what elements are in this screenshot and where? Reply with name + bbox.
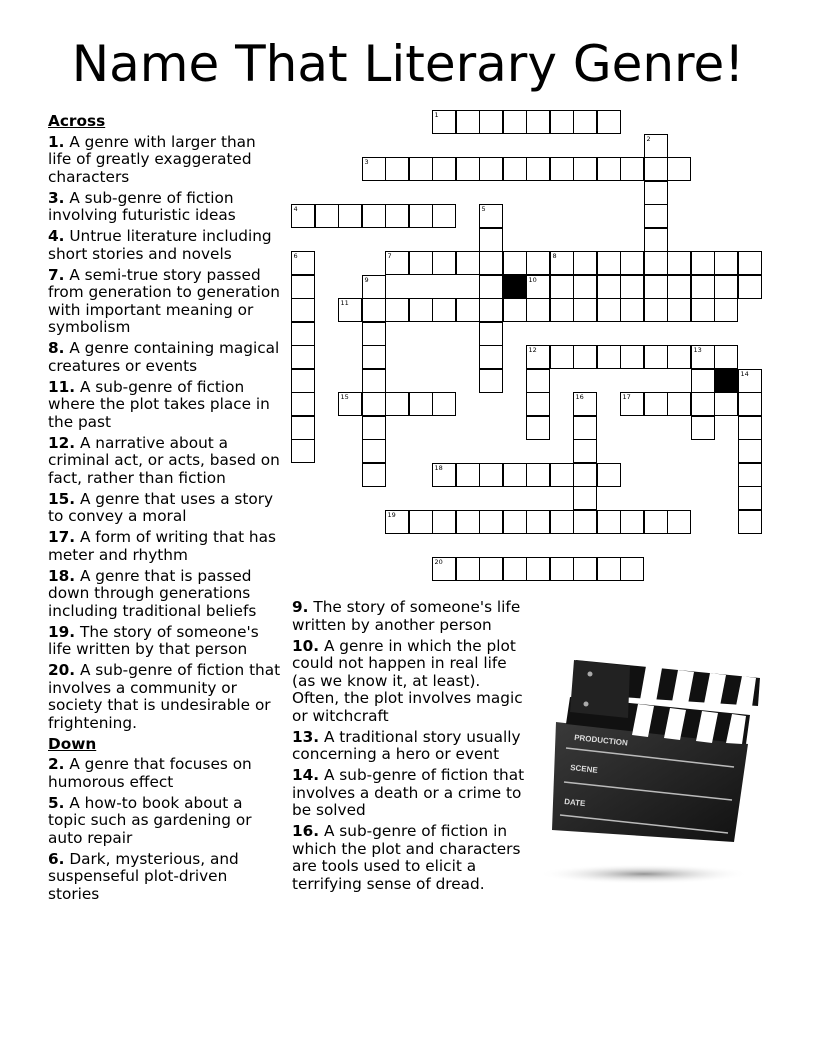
clue-number: 14. <box>292 766 320 784</box>
clue-number: 10. <box>292 636 320 655</box>
grid-cell[interactable] <box>550 275 574 299</box>
grid-cell[interactable] <box>479 557 503 581</box>
grid-cell[interactable] <box>550 557 574 581</box>
grid-cell[interactable] <box>291 322 315 346</box>
across-heading: Across <box>48 112 106 130</box>
grid-cell[interactable] <box>409 392 433 416</box>
grid-cell[interactable] <box>714 392 738 416</box>
cell-number: 17 <box>622 393 631 401</box>
clue-number: 3. <box>48 188 65 207</box>
grid-cell[interactable] <box>362 298 386 322</box>
grid-cell[interactable] <box>573 439 597 463</box>
down-heading: Down <box>48 734 97 753</box>
clue-text: A sub-genre of fiction where the plot takes place in the past <box>48 377 270 431</box>
grid-cell[interactable] <box>291 369 315 393</box>
grid-cell[interactable] <box>456 251 480 275</box>
grid-cell[interactable] <box>479 251 503 275</box>
grid-cell[interactable] <box>550 345 574 369</box>
grid-cell[interactable] <box>644 392 668 416</box>
across-clue <box>48 491 282 526</box>
grid-cell[interactable] <box>691 392 715 416</box>
grid-cell[interactable] <box>526 110 550 134</box>
grid-cell[interactable] <box>291 345 315 369</box>
grid-cell[interactable] <box>620 251 644 275</box>
clue-text: A traditional story usually concerning a hero or event <box>292 727 521 763</box>
across-clue <box>48 340 282 375</box>
grid-cell[interactable] <box>409 251 433 275</box>
grid-cell[interactable] <box>714 298 738 322</box>
grid-cell[interactable] <box>456 298 480 322</box>
grid-cell[interactable] <box>315 204 339 228</box>
grid-cell[interactable] <box>362 392 386 416</box>
clue-text: A genre with larger than life of greatly exaggerated characters <box>48 132 256 186</box>
grid-cell[interactable] <box>409 204 433 228</box>
grid-cell[interactable] <box>526 298 550 322</box>
clue-text: A genre that uses a story to convey a moral <box>48 489 274 525</box>
clue-text: The story of someone's life written by that person <box>48 622 259 658</box>
grid-cell[interactable] <box>526 416 550 440</box>
grid-cell[interactable] <box>738 463 762 487</box>
grid-cell[interactable] <box>620 557 644 581</box>
grid-cell[interactable] <box>550 110 574 134</box>
across-clue <box>48 529 282 564</box>
clue-text: A genre that focuses on humorous effect <box>48 755 252 791</box>
grid-cell[interactable] <box>526 275 550 299</box>
cell-number: 3 <box>364 158 369 166</box>
black-cell <box>503 275 527 299</box>
clue-number: 11. <box>48 377 76 396</box>
grid-cell[interactable] <box>338 392 362 416</box>
grid-cell[interactable] <box>503 510 527 534</box>
grid-cell[interactable] <box>644 134 668 158</box>
grid-cell[interactable] <box>738 486 762 510</box>
grid-cell[interactable] <box>573 157 597 181</box>
grid-cell[interactable] <box>291 439 315 463</box>
grid-cell[interactable] <box>409 157 433 181</box>
clue-number: 13. <box>292 727 320 746</box>
grid-cell[interactable] <box>738 392 762 416</box>
grid-cell[interactable] <box>362 157 386 181</box>
grid-cell[interactable] <box>385 298 409 322</box>
grid-cell[interactable] <box>291 275 315 299</box>
cell-number: 11 <box>340 299 349 307</box>
grid-cell[interactable] <box>291 251 315 275</box>
clue-text: The story of someone's life written by another person <box>292 598 521 634</box>
grid-cell[interactable] <box>526 345 550 369</box>
grid-cell[interactable] <box>362 369 386 393</box>
cell-number: 13 <box>693 346 702 354</box>
grid-cell[interactable] <box>573 251 597 275</box>
grid-cell[interactable] <box>385 251 409 275</box>
cell-number: 14 <box>740 370 749 378</box>
grid-cell[interactable] <box>573 110 597 134</box>
grid-cell[interactable] <box>479 204 503 228</box>
down-clue <box>292 823 526 893</box>
clue-number: 1. <box>48 132 65 151</box>
down-clue <box>292 599 526 634</box>
clue-number: 8. <box>48 339 65 357</box>
grid-cell[interactable] <box>597 557 621 581</box>
grid-cell[interactable] <box>526 369 550 393</box>
grid-cell[interactable] <box>432 204 456 228</box>
cell-number: 19 <box>387 511 396 519</box>
grid-cell[interactable] <box>503 110 527 134</box>
cell-number: 7 <box>387 252 392 260</box>
across-clue <box>48 662 282 732</box>
grid-cell[interactable] <box>479 228 503 252</box>
grid-cell[interactable] <box>644 204 668 228</box>
grid-cell[interactable] <box>432 392 456 416</box>
across-clue <box>48 435 282 488</box>
clue-number: 2. <box>48 755 65 773</box>
grid-cell[interactable] <box>644 298 668 322</box>
grid-cell[interactable] <box>432 463 456 487</box>
grid-cell[interactable] <box>385 157 409 181</box>
clue-number: 19. <box>48 622 76 641</box>
grid-cell[interactable] <box>620 510 644 534</box>
grid-cell[interactable] <box>597 298 621 322</box>
grid-cell[interactable] <box>573 275 597 299</box>
grid-cell[interactable] <box>738 510 762 534</box>
grid-cell[interactable] <box>503 251 527 275</box>
grid-cell[interactable] <box>479 110 503 134</box>
grid-cell[interactable] <box>409 298 433 322</box>
grid-cell[interactable] <box>550 510 574 534</box>
clue-number: 9. <box>292 598 309 616</box>
grid-cell[interactable] <box>573 392 597 416</box>
clue-text: A genre that is passed down through generations including traditional beliefs <box>48 566 257 620</box>
grid-cell[interactable] <box>691 416 715 440</box>
grid-cell[interactable] <box>667 345 691 369</box>
grid-cell[interactable] <box>503 557 527 581</box>
grid-cell[interactable] <box>620 275 644 299</box>
grid-cell[interactable] <box>503 298 527 322</box>
grid-cell[interactable] <box>597 110 621 134</box>
svg-text:DATE: DATE <box>563 797 586 809</box>
grid-cell[interactable] <box>644 510 668 534</box>
grid-cell[interactable] <box>526 251 550 275</box>
grid-cell[interactable] <box>291 298 315 322</box>
grid-cell[interactable] <box>432 557 456 581</box>
down-clue <box>292 729 526 764</box>
grid-cell[interactable] <box>550 251 574 275</box>
grid-cell[interactable] <box>479 322 503 346</box>
clue-text: A form of writing that has meter and rhythm <box>48 528 276 564</box>
cell-number: 10 <box>528 276 537 284</box>
clue-text: A sub-genre of fiction in which the plot and characters are tools used to elicit a terrifying sense of dread. <box>292 822 521 893</box>
grid-cell[interactable] <box>667 251 691 275</box>
clue-text: A genre containing magical creatures or events <box>48 339 280 375</box>
clue-number: 18. <box>48 566 76 585</box>
grid-cell[interactable] <box>597 463 621 487</box>
grid-cell[interactable] <box>503 463 527 487</box>
grid-cell[interactable] <box>714 345 738 369</box>
grid-cell[interactable] <box>738 251 762 275</box>
page-title: Name That Literary Genre! <box>71 35 745 93</box>
across-clue <box>48 379 282 432</box>
cell-number: 6 <box>293 252 298 260</box>
clue-number: 12. <box>48 433 76 452</box>
grid-cell[interactable] <box>738 275 762 299</box>
grid-cell[interactable] <box>526 510 550 534</box>
grid-cell[interactable] <box>432 157 456 181</box>
cell-number: 4 <box>293 205 298 213</box>
cell-number: 20 <box>434 558 443 566</box>
clue-text: Dark, mysterious, and suspenseful plot-driven stories <box>48 849 239 903</box>
grid-cell[interactable] <box>526 157 550 181</box>
grid-cell[interactable] <box>644 345 668 369</box>
grid-cell[interactable] <box>573 298 597 322</box>
grid-cell[interactable] <box>644 157 668 181</box>
grid-cell[interactable] <box>362 463 386 487</box>
grid-cell[interactable] <box>573 510 597 534</box>
cell-number: 9 <box>364 276 369 284</box>
grid-cell[interactable] <box>620 392 644 416</box>
grid-cell[interactable] <box>479 345 503 369</box>
cell-number: 5 <box>481 205 486 213</box>
grid-cell[interactable] <box>667 298 691 322</box>
clue-number: 15. <box>48 489 76 508</box>
across-clue <box>48 190 282 225</box>
grid-cell[interactable] <box>573 416 597 440</box>
grid-cell[interactable] <box>479 157 503 181</box>
clapperboard-image <box>538 652 768 892</box>
grid-cell[interactable] <box>691 345 715 369</box>
clue-text: A narrative about a criminal act, or acts, based on fact, rather than fiction <box>48 433 280 487</box>
grid-cell[interactable] <box>432 110 456 134</box>
grid-cell[interactable] <box>479 510 503 534</box>
grid-cell[interactable] <box>385 204 409 228</box>
grid-cell[interactable] <box>597 275 621 299</box>
grid-cell[interactable] <box>714 251 738 275</box>
down-clue <box>48 795 282 848</box>
grid-cell[interactable] <box>691 275 715 299</box>
grid-cell[interactable] <box>362 322 386 346</box>
clue-text: A sub-genre of fiction involving futuristic ideas <box>48 188 236 224</box>
grid-cell[interactable] <box>738 416 762 440</box>
grid-cell[interactable] <box>385 392 409 416</box>
grid-cell[interactable] <box>691 298 715 322</box>
down-clue <box>292 767 526 820</box>
down-clue <box>48 756 282 791</box>
grid-cell[interactable] <box>362 275 386 299</box>
clue-number: 17. <box>48 528 76 546</box>
grid-cell[interactable] <box>573 345 597 369</box>
clue-number: 4. <box>48 227 65 245</box>
grid-cell[interactable] <box>526 557 550 581</box>
grid-cell[interactable] <box>479 369 503 393</box>
grid-cell[interactable] <box>597 345 621 369</box>
cell-number: 12 <box>528 346 537 354</box>
grid-cell[interactable] <box>550 157 574 181</box>
grid-cell[interactable] <box>738 369 762 393</box>
grid-cell[interactable] <box>644 275 668 299</box>
clue-text: A semi-true story passed from generation to generation with important meaning or symbolism <box>48 265 280 336</box>
grid-cell[interactable] <box>362 345 386 369</box>
grid-cell[interactable] <box>432 251 456 275</box>
grid-cell[interactable] <box>597 157 621 181</box>
clue-number: 7. <box>48 265 65 284</box>
grid-cell[interactable] <box>526 392 550 416</box>
grid-cell[interactable] <box>667 510 691 534</box>
across-clue <box>48 568 282 621</box>
grid-cell[interactable] <box>597 510 621 534</box>
grid-cell[interactable] <box>456 110 480 134</box>
grid-cell[interactable] <box>385 510 409 534</box>
grid-cell[interactable] <box>409 510 433 534</box>
grid-cell[interactable] <box>714 275 738 299</box>
clue-text: A genre in which the plot could not happen in real life (as we know it, at least). Often, the plot involves magic or witchcraft <box>292 636 523 725</box>
cell-number: 8 <box>552 252 557 260</box>
across-clue <box>48 267 282 337</box>
grid-cell[interactable] <box>456 557 480 581</box>
grid-cell[interactable] <box>691 369 715 393</box>
grid-cell[interactable] <box>362 439 386 463</box>
cell-number: 15 <box>340 393 349 401</box>
svg-text:SCENE: SCENE <box>569 763 599 775</box>
grid-cell[interactable] <box>644 251 668 275</box>
grid-cell[interactable] <box>644 181 668 205</box>
across-clue <box>48 624 282 659</box>
grid-cell[interactable] <box>338 298 362 322</box>
grid-cell[interactable] <box>456 463 480 487</box>
grid-cell[interactable] <box>644 228 668 252</box>
grid-cell[interactable] <box>667 392 691 416</box>
cell-number: 16 <box>575 393 584 401</box>
grid-cell[interactable] <box>738 439 762 463</box>
down-clues-continued <box>292 599 526 897</box>
grid-cell[interactable] <box>479 463 503 487</box>
grid-cell[interactable] <box>362 416 386 440</box>
down-clue <box>48 851 282 904</box>
clue-number: 6. <box>48 849 65 868</box>
grid-cell[interactable] <box>691 251 715 275</box>
down-clue <box>292 638 526 726</box>
grid-cell[interactable] <box>573 557 597 581</box>
grid-cell[interactable] <box>550 463 574 487</box>
grid-cell[interactable] <box>432 298 456 322</box>
grid-cell[interactable] <box>573 463 597 487</box>
grid-cell[interactable] <box>620 298 644 322</box>
grid-cell[interactable] <box>362 204 386 228</box>
clue-text: A sub-genre of fiction that involves a community or society that is undesirable or frightening. <box>48 661 281 732</box>
clue-text: Untrue literature including short stories and novels <box>48 227 272 263</box>
grid-cell[interactable] <box>338 204 362 228</box>
grid-cell[interactable] <box>291 204 315 228</box>
clue-number: 5. <box>48 793 65 812</box>
grid-cell[interactable] <box>456 157 480 181</box>
grid-cell[interactable] <box>291 392 315 416</box>
cell-number: 18 <box>434 464 443 472</box>
across-clues <box>48 113 282 907</box>
grid-cell[interactable] <box>620 345 644 369</box>
grid-cell[interactable] <box>667 275 691 299</box>
grid-cell[interactable] <box>573 486 597 510</box>
clue-number: 20. <box>48 661 76 679</box>
grid-cell[interactable] <box>479 275 503 299</box>
grid-cell[interactable] <box>503 157 527 181</box>
clue-text: A sub-genre of fiction that involves a death or a crime to be solved <box>292 766 525 819</box>
grid-cell[interactable] <box>432 510 456 534</box>
across-clue <box>48 134 282 187</box>
grid-cell[interactable] <box>597 251 621 275</box>
across-clue <box>48 228 282 263</box>
grid-cell[interactable] <box>550 298 574 322</box>
grid-cell[interactable] <box>667 157 691 181</box>
grid-cell[interactable] <box>479 298 503 322</box>
grid-cell[interactable] <box>620 157 644 181</box>
grid-cell[interactable] <box>456 510 480 534</box>
grid-cell[interactable] <box>291 416 315 440</box>
cell-number: 2 <box>646 135 651 143</box>
black-cell <box>714 369 738 393</box>
clue-text: A how-to book about a topic such as gardening or auto repair <box>48 793 252 847</box>
clue-number: 16. <box>292 822 320 840</box>
svg-text:PRODUCTION: PRODUCTION <box>573 733 629 748</box>
grid-cell[interactable] <box>526 463 550 487</box>
cell-number: 1 <box>434 111 439 119</box>
